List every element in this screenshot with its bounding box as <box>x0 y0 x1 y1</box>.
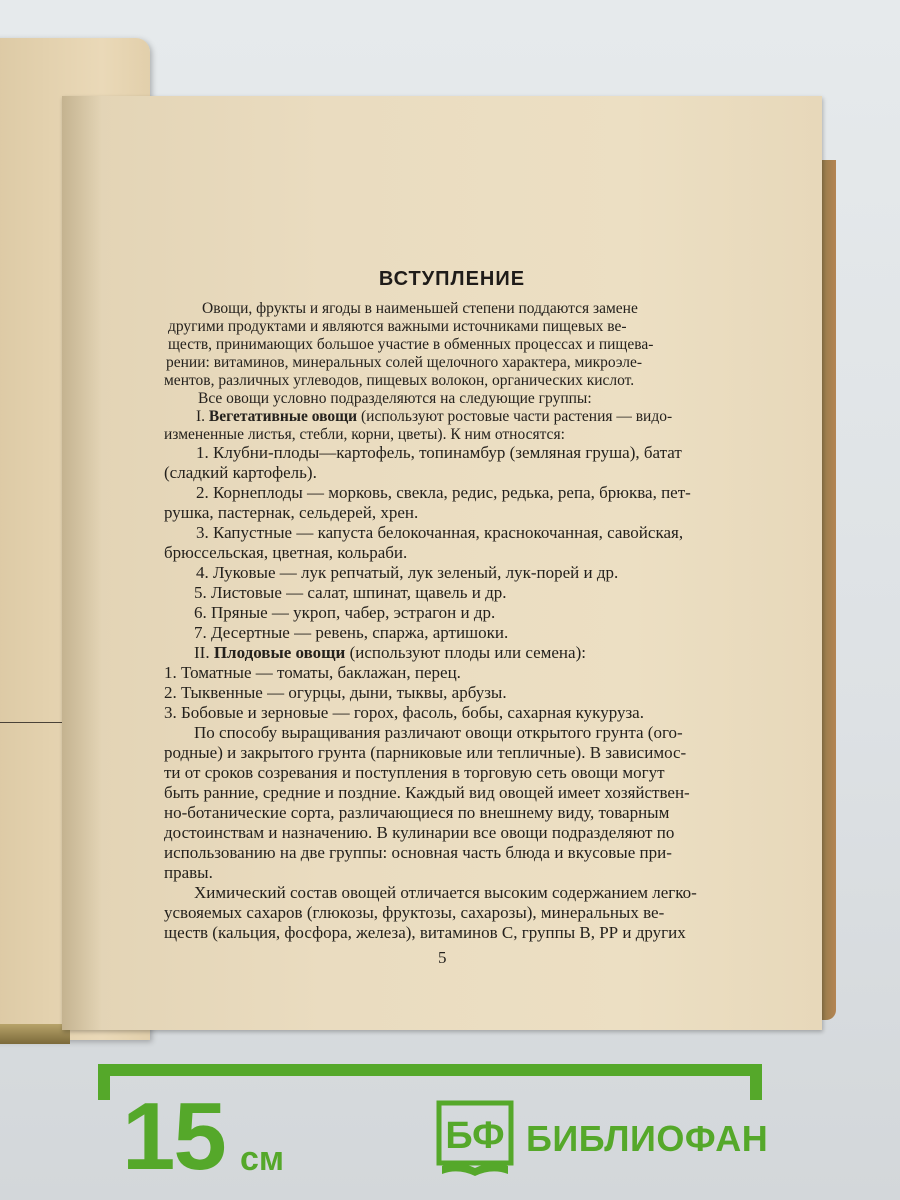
size-value: 15 <box>122 1083 225 1190</box>
text-line: 6. Пряные — укроп, чабер, эстрагон и др. <box>194 603 496 622</box>
line-rest: (используют плоды или семена): <box>345 643 586 662</box>
ruler-tick-left <box>98 1064 110 1100</box>
text-line: 2. Тыквенные — огурцы, дыни, тыквы, арбузы. <box>164 683 507 702</box>
text-line: 1. Томатные — томаты, баклажан, перец. <box>164 663 461 682</box>
text-line: измененные листья, стебли, корни, цветы). К ним относятся: <box>164 426 565 443</box>
page-number: 5 <box>438 948 447 967</box>
line-rest: (используют ростовые части растения — видо- <box>357 408 673 425</box>
text-line: 3. Бобовые и зерновые — горох, фасоль, бобы, сахарная кукуруза. <box>164 703 644 722</box>
text-line <box>196 408 672 426</box>
text-line: (сладкий картофель). <box>164 463 317 482</box>
text-line <box>194 644 586 662</box>
text-line: другими продуктами и являются важными источниками пищевых ве- <box>168 318 627 335</box>
text-line: усвояемых сахаров (глюкозы, фруктозы, сахарозы), минеральных ве- <box>164 903 665 922</box>
page-gutter-shadow <box>62 96 102 1030</box>
text-line: 2. Корнеплоды — морковь, свекла, редис, редька, репа, брюква, пет- <box>196 483 691 502</box>
text-line: По способу выращивания различают овощи открытого грунта (ого- <box>194 723 683 742</box>
text-line: ществ (кальция, фосфора, железа), витаминов С, группы В, РР и других <box>164 923 686 942</box>
text-line: Овощи, фрукты и ягоды в наименьшей степени поддаются замене <box>202 300 638 317</box>
bibliofan-logo-icon <box>436 1100 514 1178</box>
text-line: быть ранние, средние и поздние. Каждый вид овощей имеет хозяйствен- <box>164 783 690 802</box>
text-line: 5. Листовые — салат, шпинат, щавель и др. <box>194 583 507 602</box>
text-line: правы. <box>164 863 213 882</box>
size-unit: см <box>240 1140 285 1178</box>
logo-mark-text: БФ <box>445 1115 505 1157</box>
list-marker: II. <box>194 643 214 662</box>
text-line: брюссельская, цветная, кольраби. <box>164 543 408 562</box>
text-line: 4. Луковые — лук репчатый, лук зеленый, лук-порей и др. <box>196 563 619 582</box>
text-line: но-ботанические сорта, различающиеся по внешнему виду, товарным <box>164 803 670 822</box>
text-line: ти от сроков созревания и поступления в торговую сеть овощи могут <box>164 763 665 782</box>
page-heading: ВСТУПЛЕНИЕ <box>378 268 526 290</box>
ruler-tick-right <box>750 1064 762 1100</box>
bold-term: Плодовые овощи <box>213 643 346 662</box>
text-line: Все овощи условно подразделяются на следующие группы: <box>198 390 592 407</box>
text-line: 3. Капустные — капуста белокочанная, краснокочанная, савойская, <box>196 523 684 542</box>
text-line: Химический состав овощей отличается высоким содержанием легко- <box>194 883 697 902</box>
ruler-bar <box>98 1064 762 1076</box>
text-line: достоинствам и назначению. В кулинарии все овощи подразделяют по <box>164 823 675 842</box>
book-edge <box>0 1024 70 1044</box>
brand-name: БИБЛИОФАН <box>526 1118 769 1159</box>
text-line: 1. Клубни-плоды—картофель, топинамбур (земляная груша), батат <box>196 443 682 462</box>
text-line: рушка, пастернак, сельдерей, хрен. <box>164 503 419 522</box>
list-marker: I. <box>196 408 209 425</box>
bold-term: Вегетативные овощи <box>208 408 358 425</box>
text-line: рении: витаминов, минеральных солей щелочного характера, микроэле- <box>166 354 642 371</box>
text-line: 7. Десертные — ревень, спаржа, артишоки. <box>194 623 509 642</box>
text-line: ментов, различных углеводов, пищевых волокон, органических кислот. <box>164 372 635 389</box>
text-line: использованию на две группы: основная часть блюда и вкусовые при- <box>164 843 672 862</box>
text-line: ществ, принимающих большое участие в обменных процессах и пищева- <box>168 336 654 353</box>
text-line: родные) и закрытого грунта (парниковые или тепличные). В зависимос- <box>164 743 687 762</box>
